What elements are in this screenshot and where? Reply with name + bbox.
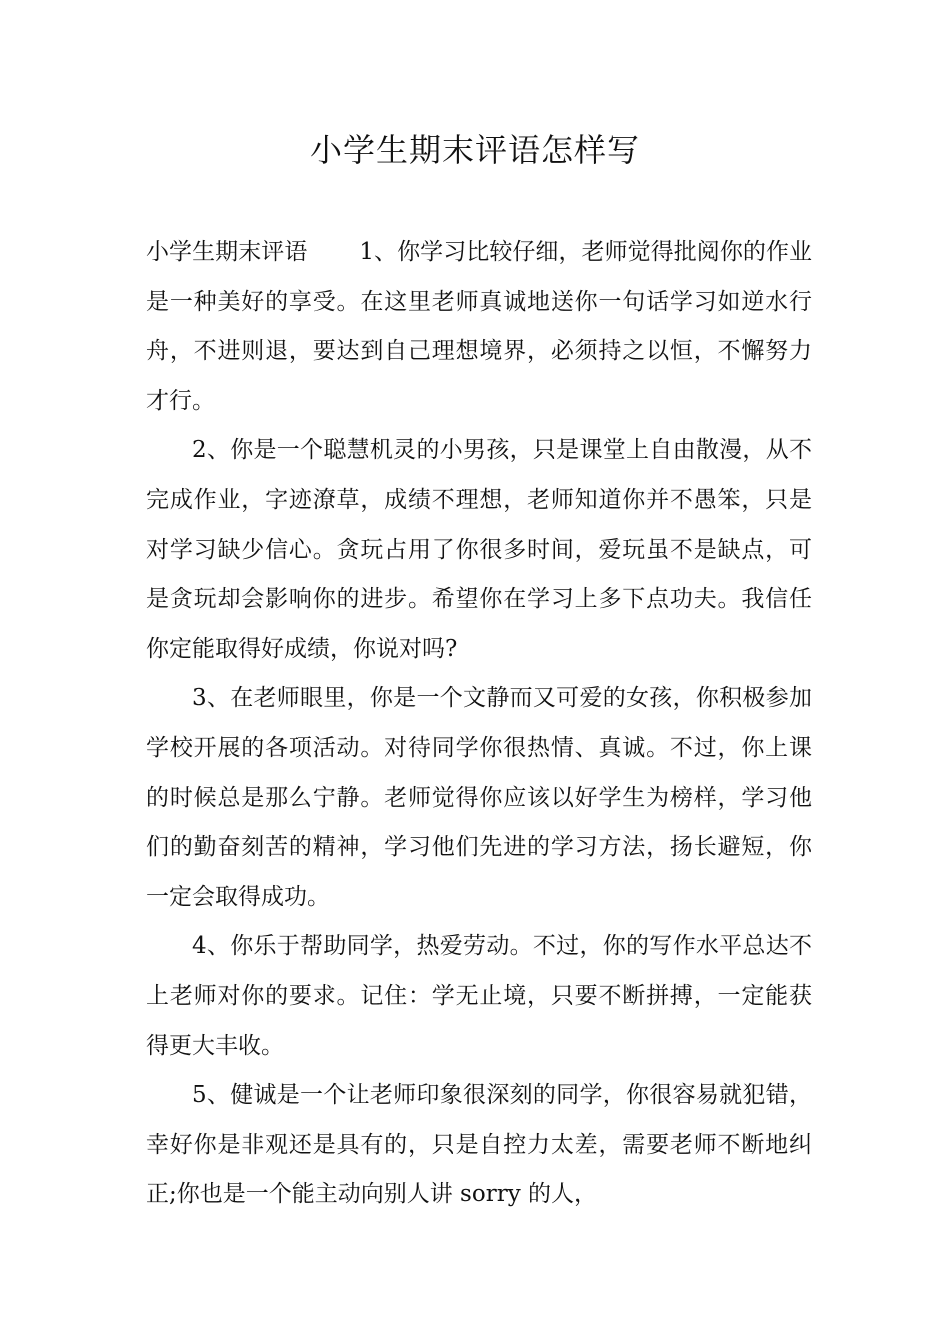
- intro-label: 小学生期末评语: [146, 239, 308, 265]
- paragraph-1-text: 1、你学习比较仔细，老师觉得批阅你的作业是一种美好的享受。在这里老师真诚地送你一句话学习如逆水行舟，不进则退，要达到自己理想境界，必须持之以恒，不懈努力才行。: [146, 239, 813, 414]
- paragraph-4: 4、你乐于帮助同学，热爱劳动。不过，你的写作水平总达不上老师对你的要求。记住：学无止境，只要不断拼搏，一定能获得更大丰收。: [146, 933, 812, 1059]
- paragraph-2: 2、你是一个聪慧机灵的小男孩，只是课堂上自由散漫，从不完成作业，字迹潦草，成绩不理想，老师知道你并不愚笨，只是对学习缺少信心。贪玩占用了你很多时间，爱玩虽不是缺点，可是贪玩却会影响你的进步。希望你在学习上多下点功夫。我信任你定能取得好成绩，你说对吗?: [146, 437, 812, 662]
- paragraph-3: 3、在老师眼里，你是一个文静而又可爱的女孩，你积极参加学校开展的各项活动。对待同学你很热情、真诚。不过，你上课的时候总是那么宁静。老师觉得你应该以好学生为榜样，学习他们的勤奋刻苦的精神，学习他们先进的学习方法，扬长避短，你一定会取得成功。: [146, 685, 812, 910]
- document-title: 小学生期末评语怎样写: [309, 131, 640, 169]
- paragraph-5: 5、健诚是一个让老师印象很深刻的同学，你很容易就犯错，幸好你是非观还是具有的，只是自控力太差，需要老师不断地纠正;你也是一个能主动向别人讲 sorry 的人，: [146, 1082, 812, 1208]
- paragraph-1: [146, 228, 812, 426]
- document-body: [146, 228, 812, 1220]
